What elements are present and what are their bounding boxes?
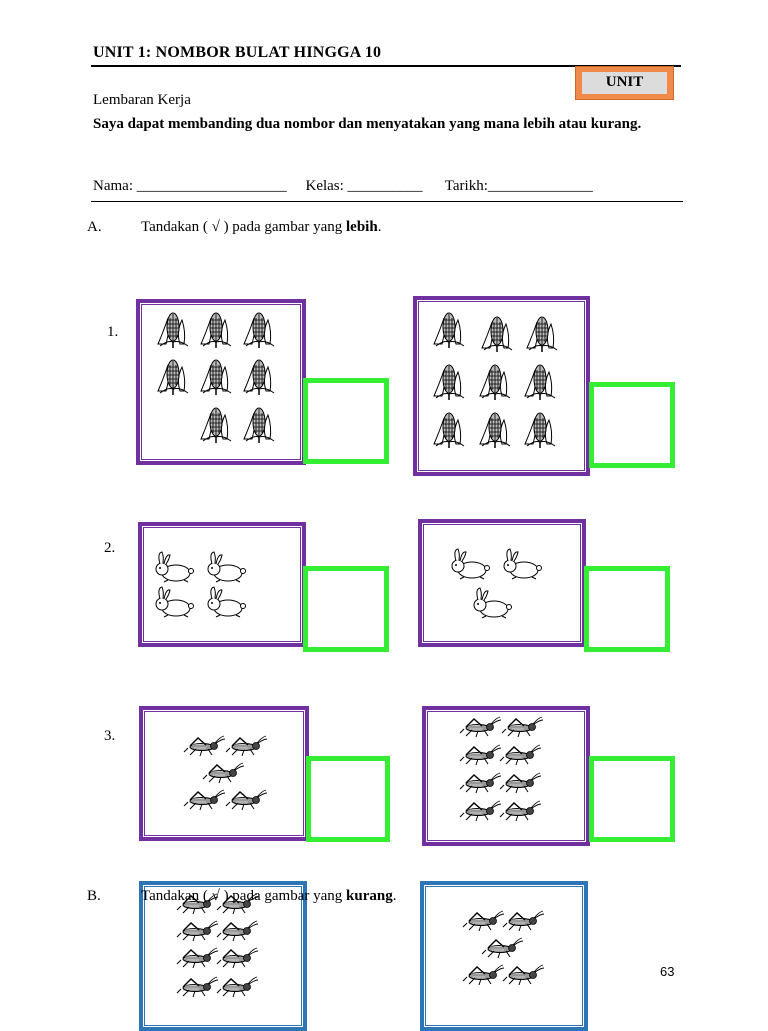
question-number-3: 3. — [104, 728, 116, 744]
section-a-letter: A. — [87, 219, 102, 235]
corn-icon — [158, 313, 274, 443]
instruction-keyword: kurang — [346, 888, 393, 904]
page-number: 63 — [660, 964, 675, 979]
unit-badge-label: UNIT — [582, 72, 667, 94]
section-b-letter: B. — [87, 888, 101, 904]
rabbit-icon — [156, 552, 246, 617]
grasshopper-icon — [184, 736, 267, 810]
worksheet-label: Lembaran Kerja — [93, 92, 191, 108]
corn-icon — [434, 313, 557, 448]
student-info-line: Nama: ____________________ Kelas: __________ Tarikh:______________ — [93, 178, 593, 194]
instruction-keyword: lebih — [346, 219, 378, 235]
grasshopper-icon — [460, 717, 543, 821]
grasshopper-icon — [177, 894, 258, 997]
instruction-end: . — [377, 219, 382, 235]
unit-title: UNIT 1: NOMBOR BULAT HINGGA 10 — [93, 44, 382, 61]
learning-objective: Saya dapat membanding dua nombor dan menyatakan yang mana lebih atau kurang. — [93, 116, 642, 132]
rabbit-icon — [452, 549, 542, 618]
question-number-2: 2. — [104, 540, 116, 556]
question-number-1: 1. — [107, 324, 119, 340]
grasshopper-icon — [463, 911, 544, 985]
section-b-instruction — [141, 888, 396, 905]
instruction-text: Tandakan ( √ ) pada gambar yang — [141, 219, 347, 235]
instruction-end: . — [392, 888, 397, 904]
instruction-text: Tandakan ( √ ) pada gambar yang — [141, 888, 347, 904]
